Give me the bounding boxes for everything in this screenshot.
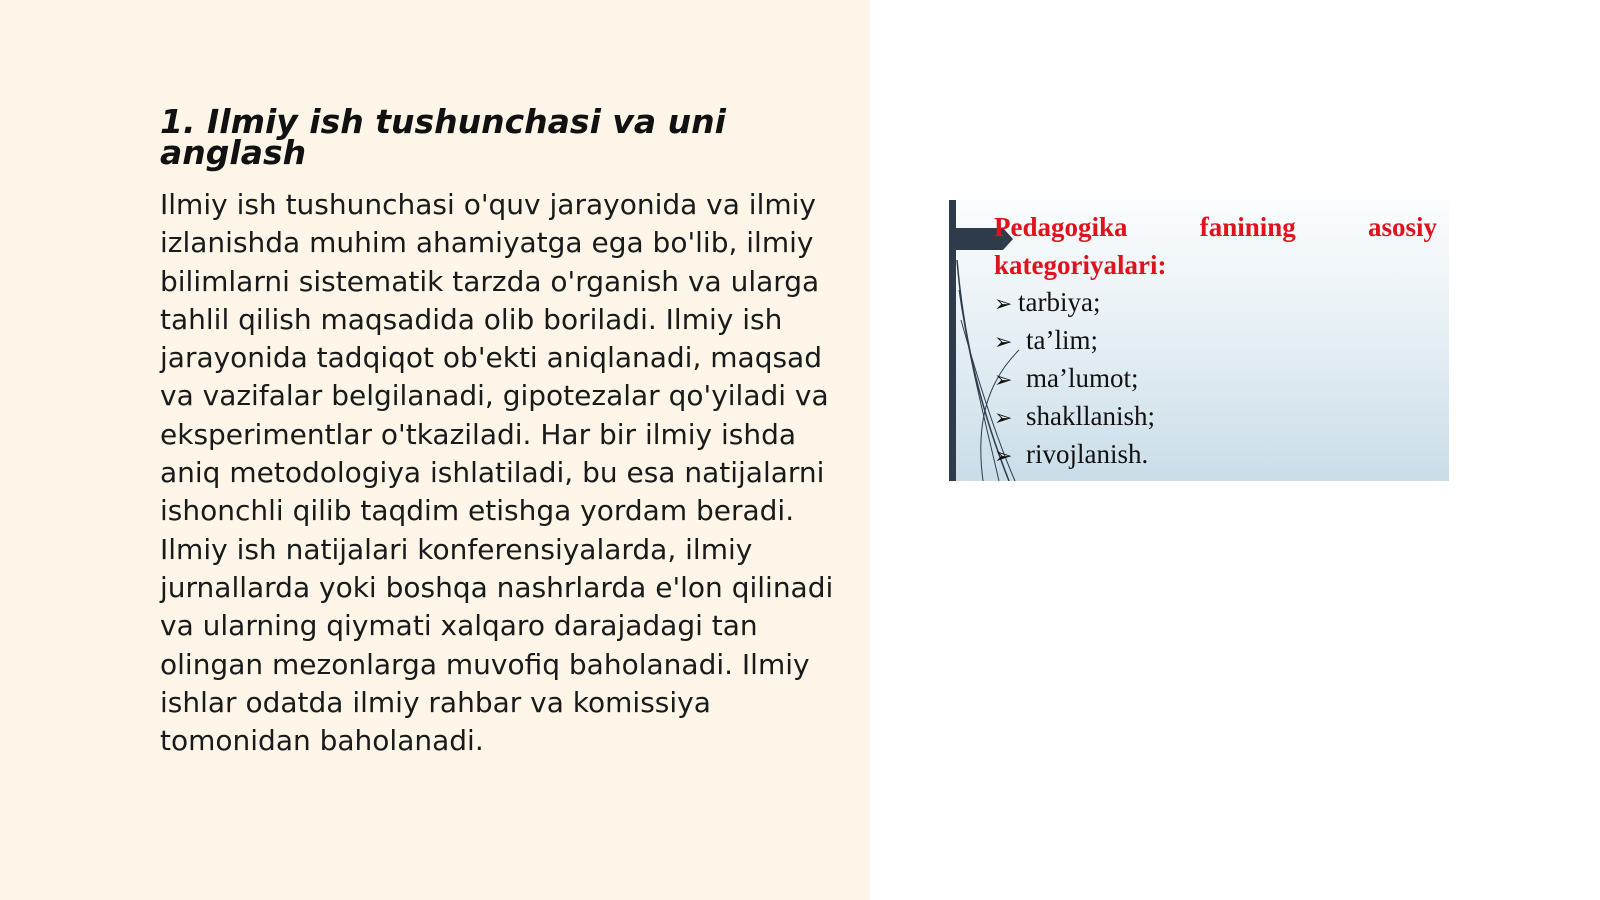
list-item bbox=[994, 435, 1155, 473]
category-list bbox=[994, 283, 1155, 473]
pedagogy-categories-image bbox=[949, 200, 1449, 481]
arrow-bullet-icon: ➢ bbox=[994, 405, 1013, 430]
list-item bbox=[994, 397, 1155, 435]
list-item bbox=[994, 321, 1155, 359]
list-item-label: ma’lumot; bbox=[1026, 363, 1139, 393]
arrow-bullet-icon: ➢ bbox=[994, 443, 1013, 468]
slide-body-text: Ilmiy ish tushunchasi o'quv jarayonida va ilmiy izlanishda muhim ahamiyatga ega bo'lib, ilmiy bilimlarni sistematik tarzda o'rganish va ularga tahlil qilish maqsadida olib boriladi. Ilmiy ish jarayonida tadqiqot ob'ekti aniqlanadi, maqsad va vazifalar belgilanadi, gipotezalar qo'yiladi va eksperimentlar o'tkaziladi. Har bir ilmiy ishda aniq metodologiya ishlatiladi, bu esa natijalarni ishonchli qilib taqdim etishga yordam beradi. Ilmiy ish natijalari konferensiyalarda, ilmiy jurnallarda yoki boshqa nashrlarda e'lon qilinadi va ularning qiymati xalqaro darajadagi tan olingan mezonlarga muvofiq baholanadi. Ilmiy ishlar odatda ilmiy rahbar va komissiya tomonidan baholanadi. bbox=[160, 188, 834, 758]
list-item bbox=[994, 283, 1155, 321]
list-item-label: ta’lim; bbox=[1026, 325, 1098, 355]
slide-title: 1. Ilmiy ish tushunchasi va uni anglash bbox=[160, 102, 726, 172]
figure-heading: Pedagogika fanining asosiy kategoriyalari: bbox=[994, 212, 1437, 280]
arrow-bullet-icon: ➢ bbox=[994, 329, 1013, 354]
arrow-bullet-icon: ➢ bbox=[994, 291, 1013, 316]
list-item-label: shakllanish; bbox=[1026, 401, 1155, 431]
list-item bbox=[994, 359, 1155, 397]
arrow-bullet-icon: ➢ bbox=[994, 367, 1013, 392]
list-item-label: tarbiya; bbox=[1018, 287, 1101, 317]
list-item-label: rivojlanish. bbox=[1026, 439, 1149, 469]
